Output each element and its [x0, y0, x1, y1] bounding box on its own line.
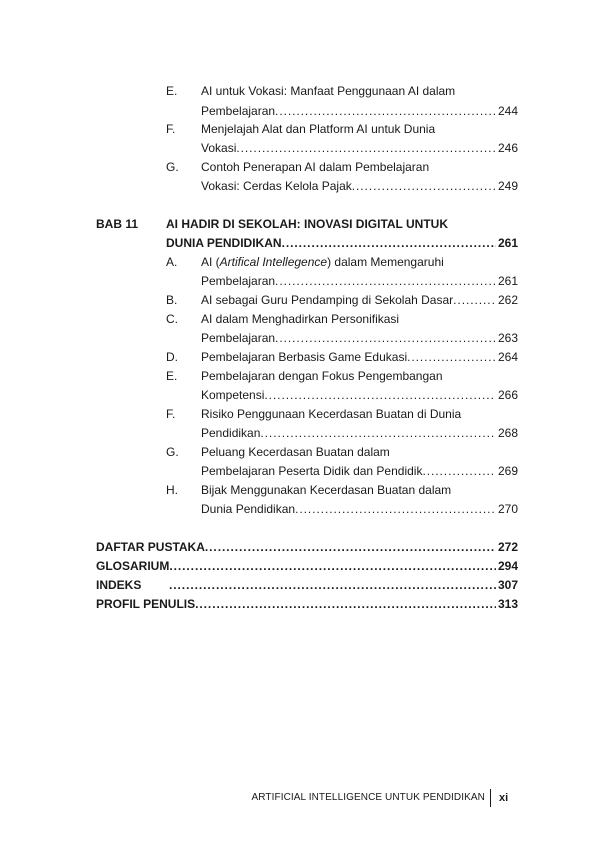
chapter-page: 261	[497, 236, 518, 250]
entry-title-cont: Pembelajaran	[201, 274, 276, 288]
back-matter-label: PROFIL PENULIS	[96, 597, 196, 611]
back-matter-page: 313	[497, 597, 518, 611]
entry-title-cont: Pembelajaran	[201, 104, 276, 118]
entry-title: AI untuk Vokasi: Manfaat Penggunaan AI dalam	[201, 84, 456, 98]
entry-letter: F.	[166, 122, 176, 136]
back-matter-label: INDEKS	[96, 578, 142, 592]
dot-leader	[282, 234, 496, 253]
entry-letter: H.	[166, 483, 178, 497]
entry-title-cont: Vokasi: Cerdas Kelola Pajak	[201, 179, 352, 193]
entry-page: 270	[497, 502, 518, 516]
back-matter-page: 307	[497, 578, 518, 592]
dot-leader	[275, 329, 496, 348]
chapter-title-cont: DUNIA PENDIDIKAN	[166, 236, 282, 250]
entry-leader-line	[201, 329, 518, 348]
entry-letter: A.	[166, 255, 178, 269]
toc-glosarium	[96, 557, 518, 576]
entry-page: 263	[497, 331, 518, 345]
entry-title-cont: Pembelajaran	[201, 331, 276, 345]
entry-page: 264	[497, 350, 518, 364]
entry-title: Bijak Menggunakan Kecerdasan Buatan dalam	[201, 483, 452, 497]
entry-title-cont: Vokasi	[201, 141, 237, 155]
entry-title: AI dalam Menghadirkan Personifikasi	[201, 312, 400, 326]
entry-letter: F.	[166, 407, 176, 421]
entry-title	[201, 253, 444, 272]
entry-page: 261	[497, 274, 518, 288]
entry-title: Menjelajah Alat dan Platform AI untuk Dunia	[201, 122, 436, 136]
entry-title-pre: AI (	[201, 255, 220, 269]
entry-page: 268	[497, 426, 518, 440]
entry-page: 244	[497, 104, 518, 118]
toc-daftar-pustaka	[96, 538, 518, 557]
chapter-label: BAB 11	[96, 217, 139, 231]
entry-leader-line	[201, 348, 518, 367]
dot-leader	[352, 177, 496, 196]
entry-title-cont: Pembelajaran Peserta Didik dan Pendidik	[201, 464, 423, 478]
entry-letter: B.	[166, 293, 178, 307]
entry-leader-line	[201, 291, 518, 310]
entry-letter: E.	[166, 84, 178, 98]
entry-page: 266	[497, 388, 518, 402]
entry-title: Risiko Penggunaan Kecerdasan Buatan di Dunia	[201, 407, 462, 421]
entry-page: 246	[497, 141, 518, 155]
entry-title: Peluang Kecerdasan Buatan dalam	[201, 445, 390, 459]
footer-page-number: xi	[499, 792, 509, 804]
entry-title-post: ) dalam Memengaruhi	[327, 255, 444, 269]
entry-title-cont: Pendidikan	[201, 426, 261, 440]
chapter-title: AI HADIR DI SEKOLAH: INOVASI DIGITAL UNTUK	[166, 217, 448, 231]
toc-profil-penulis	[96, 595, 518, 614]
dot-leader	[453, 291, 496, 310]
entry-letter: G.	[166, 160, 179, 174]
entry-leader-line	[201, 424, 518, 443]
chapter-leader-line	[166, 234, 518, 253]
entry-page: 249	[497, 179, 518, 193]
entry-title-cont: Kompetensi	[201, 388, 265, 402]
entry-title-italic: Artifical Intellegence	[219, 255, 328, 269]
entry-leader-line	[201, 272, 518, 291]
entry-title: Pembelajaran dengan Fokus Pengembangan	[201, 369, 443, 383]
toc-indeks	[96, 576, 518, 595]
entry-letter: G.	[166, 445, 179, 459]
dot-leader	[236, 139, 496, 158]
entry-letter: C.	[166, 312, 178, 326]
entry-letter: D.	[166, 350, 178, 364]
dot-leader	[422, 462, 496, 481]
dot-leader	[195, 595, 496, 614]
dot-leader	[260, 424, 496, 443]
dot-leader	[275, 102, 496, 121]
dot-leader	[205, 538, 496, 557]
footer-book-title: ARTIFICIAL INTELLIGENCE UNTUK PENDIDIKAN	[251, 792, 485, 803]
dot-leader	[275, 272, 496, 291]
entry-title: Contoh Penerapan AI dalam Pembelajaran	[201, 160, 430, 174]
entry-leader-line	[201, 386, 518, 405]
entry-leader-line	[201, 462, 518, 481]
entry-title: AI sebagai Guru Pendamping di Sekolah Dasar	[201, 293, 454, 307]
footer-divider	[490, 789, 491, 807]
dot-leader	[169, 557, 496, 576]
entry-page: 269	[497, 464, 518, 478]
dot-leader	[264, 386, 496, 405]
entry-leader-line	[201, 102, 518, 121]
entry-letter: E.	[166, 369, 178, 383]
back-matter-page: 294	[497, 559, 518, 573]
entry-title-cont: Dunia Pendidikan	[201, 502, 296, 516]
entry-leader-line	[201, 139, 518, 158]
back-matter-label: GLOSARIUM	[96, 559, 170, 573]
entry-title: Pembelajaran Berbasis Game Edukasi	[201, 350, 408, 364]
entry-leader-line	[201, 500, 518, 519]
dot-leader	[295, 500, 496, 519]
back-matter-page: 272	[497, 540, 518, 554]
dot-leader	[407, 348, 496, 367]
entry-page: 262	[497, 293, 518, 307]
back-matter-label: DAFTAR PUSTAKA	[96, 540, 205, 554]
dot-leader	[169, 576, 496, 595]
entry-leader-line	[201, 177, 518, 196]
